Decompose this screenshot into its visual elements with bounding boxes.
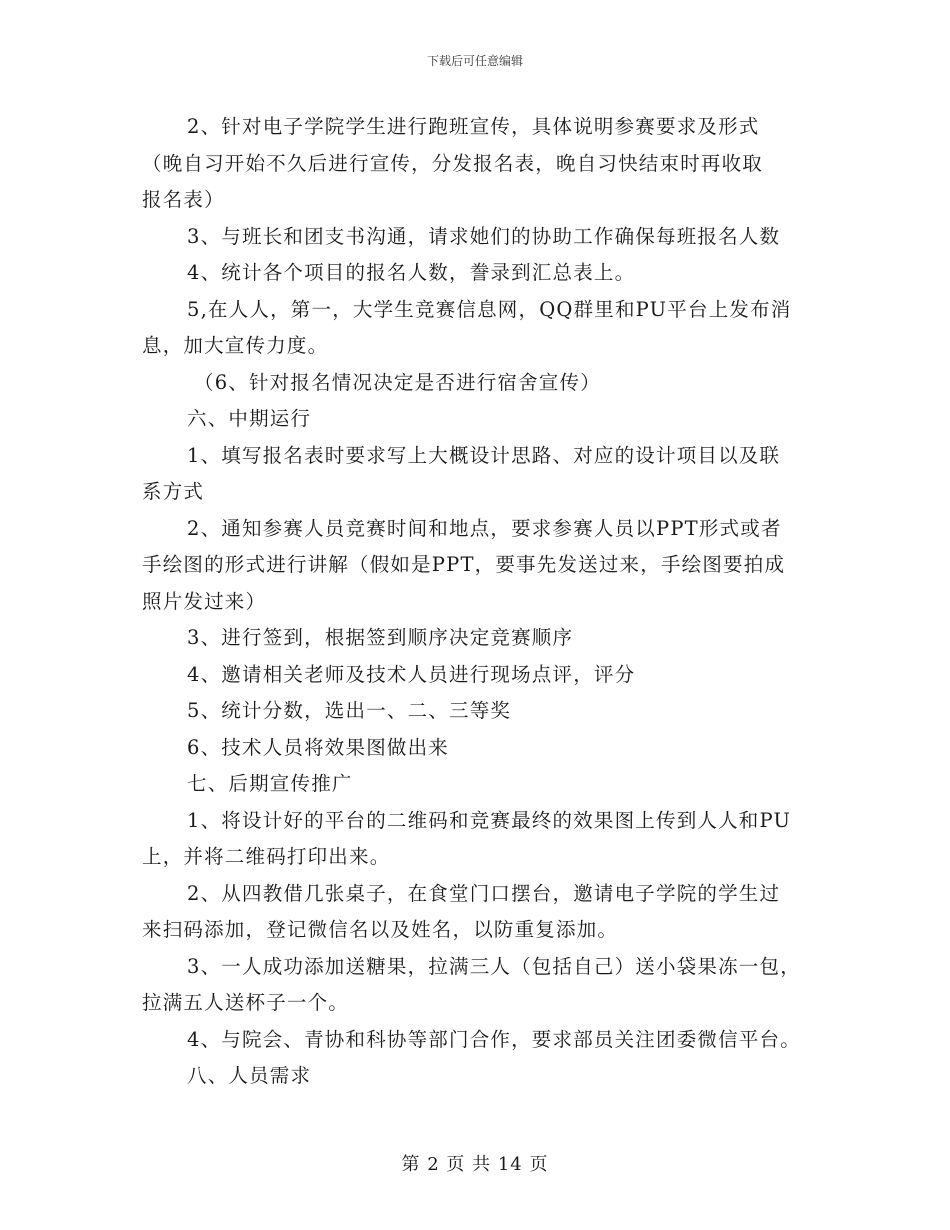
- paragraph-line: 4、与院会、青协和科协等部门合作，要求部员关注团委微信平台。: [187, 1027, 801, 1051]
- section-heading: 八、人员需求: [187, 1064, 312, 1087]
- paragraph-line: 4、邀请相关老师及技术人员进行现场点评，评分: [187, 662, 636, 686]
- paragraph-line: 2、从四教借几张桌子，在食堂门口摆台，邀请电子学院的学生过: [187, 881, 781, 905]
- paragraph-line: 3、进行签到，根据签到顺序决定竞赛顺序: [187, 626, 574, 649]
- document-body: [142, 109, 832, 1095]
- paragraph-line: 来扫码添加，登记微信名以及姓名，以防重复添加。: [142, 918, 619, 941]
- paragraph-line: 2、通知参赛人员竞赛时间和地点，要求参赛人员以PPT形式或者: [187, 516, 782, 540]
- paragraph-line: （晚自习开始不久后进行宣传，分发报名表，晚自习快结束时再收取: [142, 151, 764, 175]
- paragraph-line: 4、统计各个项目的报名人数，誊录到汇总表上。: [187, 261, 636, 284]
- paragraph-line: 2、针对电子学院学生进行跑班宣传，具体说明参赛要求及形式: [187, 115, 760, 138]
- page-header: 下载后可任意编辑: [426, 54, 523, 68]
- paragraph-line: 5,在人人，第一，大学生竞赛信息网，QQ群里和PU平台上发布消: [187, 297, 792, 321]
- section-heading: 七、后期宣传推广: [187, 772, 353, 795]
- paragraph-line: 3、与班长和团支书沟通，请求她们的协助工作确保每班报名人数: [187, 224, 781, 248]
- paragraph-line: 系方式: [142, 480, 205, 503]
- page-number-footer: 第 2 页 共 14 页: [401, 1154, 549, 1175]
- section-heading: 六、中期运行: [187, 407, 312, 430]
- paragraph-line: 照片发过来）: [142, 589, 267, 613]
- paragraph-line: 报名表）: [142, 188, 225, 211]
- paragraph-line: 6、技术人员将效果图做出来: [187, 735, 450, 759]
- paragraph-line: 拉满五人送杯子一个。: [142, 991, 350, 1014]
- paragraph-line: 上，并将二维码打印出来。: [142, 845, 391, 868]
- paragraph-line: 1、将设计好的平台的二维码和竞赛最终的效果图上传到人人和PU: [187, 808, 792, 832]
- paragraph-line: 1、填写报名表时要求写上大概设计思路、对应的设计项目以及联: [187, 443, 781, 467]
- paragraph-line: 手绘图的形式进行讲解（假如是PPT，要事先发送过来，手绘图要拍成: [142, 553, 786, 576]
- paragraph-line: 3、一人成功添加送糖果，拉满三人（包括自己）送小袋果冻一包，: [187, 954, 801, 978]
- paragraph-line: 息，加大宣传力度。: [142, 334, 329, 357]
- paragraph-line: 5、统计分数，选出一、二、三等奖: [187, 699, 512, 722]
- paragraph-line: （6、针对报名情况决定是否进行宿舍宣传）: [194, 370, 601, 394]
